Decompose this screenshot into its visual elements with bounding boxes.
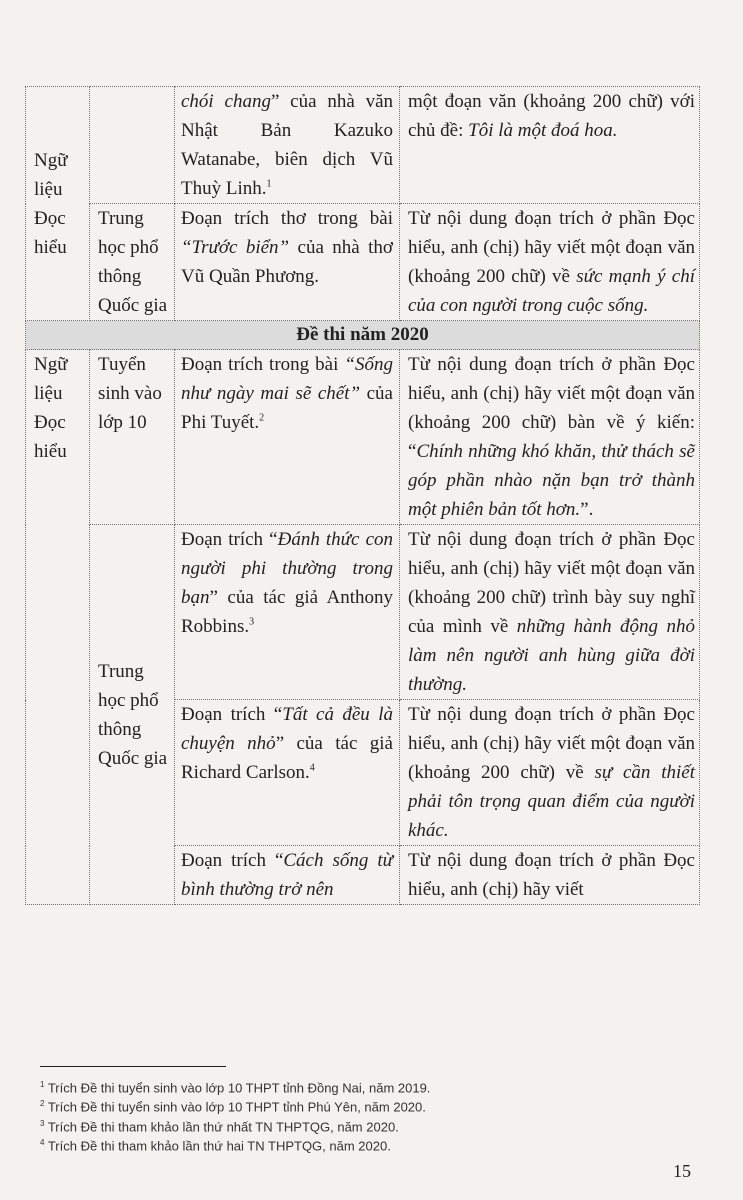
footnote bbox=[40, 1077, 680, 1096]
task-cell bbox=[400, 204, 700, 321]
footnote bbox=[40, 1116, 680, 1135]
category-cell bbox=[26, 87, 90, 321]
footnote-text: Trích Đề thi tuyển sinh vào lớp 10 THPT tỉnh Phú Yên, năm 2020. bbox=[44, 1099, 426, 1115]
material-title: Cách sống từ bình thường trở nên bbox=[181, 850, 393, 900]
material-text: của nhà thơ Vũ Quần Phương. bbox=[181, 237, 393, 287]
material-text: của Phi Tuyết. bbox=[181, 383, 393, 433]
material-cell bbox=[175, 350, 400, 525]
material-text: ” của tác giả Anthony Robbins. bbox=[181, 587, 393, 637]
task-topic: Tôi là một đoá hoa. bbox=[468, 120, 618, 141]
task-text: Từ nội dung đoạn trích ở phần Đọc hiểu, anh (chị) hãy viết một đoạn văn (khoảng 200 chữ) về bbox=[408, 704, 695, 783]
material-cell bbox=[175, 846, 400, 905]
task-topic: Chính những khó khăn, thử thách sẽ góp phần nhào nặn bạn trở thành một phiên bản tốt hơn. bbox=[408, 441, 695, 520]
footnote-number: 2 bbox=[40, 1099, 45, 1109]
material-title: Đánh thức con người phi thường trong bạn bbox=[181, 529, 394, 608]
task-text: ”. bbox=[580, 499, 594, 520]
table-row bbox=[26, 525, 700, 700]
table-row bbox=[26, 87, 700, 204]
task-cell bbox=[400, 525, 700, 700]
footnote-number: 1 bbox=[40, 1080, 45, 1089]
material-text: ” của tác giả Richard Carlson. bbox=[181, 733, 393, 783]
task-text: Từ nội dung đoạn trích ở phần Đọc hiểu, anh (chị) hãy viết bbox=[408, 850, 695, 900]
material-title: “Sống như ngày mai sẽ chết” bbox=[181, 354, 393, 404]
material-text: Đoạn trích “ bbox=[181, 850, 284, 871]
exam-type-cell bbox=[90, 525, 175, 905]
material-text: Đoạn trích thơ trong bài bbox=[181, 208, 393, 229]
material-title: “Trước biển” bbox=[181, 237, 290, 258]
exam-type-label: Trung học phổ thông Quốc gia bbox=[98, 660, 168, 769]
task-topic: những hành động nhỏ làm nên người anh hùng giữa đời thường. bbox=[408, 616, 695, 695]
footnote-ref: 3 bbox=[249, 616, 255, 628]
footnote-ref: 4 bbox=[309, 762, 315, 774]
task-cell bbox=[400, 846, 700, 905]
section-header-row bbox=[26, 321, 700, 350]
material-cell bbox=[175, 204, 400, 321]
task-text: Từ nội dung đoạn trích ở phần Đọc hiểu, anh (chị) hãy viết một đoạn văn (khoảng 200 chữ) trình bày suy nghĩ của mình về bbox=[408, 529, 695, 637]
footnote-text: Trích Đề thi tham khảo lần thứ hai TN THPTQG, năm 2020. bbox=[44, 1138, 391, 1154]
footnote-ref: 1 bbox=[266, 178, 272, 190]
material-text: ” của nhà văn Nhật Bản Kazuko Watanabe, biên dịch Vũ Thuỳ Linh. bbox=[181, 91, 393, 199]
material-text: Đoạn trích trong bài bbox=[181, 354, 345, 375]
category-cell bbox=[26, 350, 90, 905]
exam-table bbox=[25, 86, 700, 905]
material-title: Tất cả đều là chuyện nhỏ bbox=[181, 704, 393, 754]
footnote bbox=[40, 1096, 680, 1115]
footnote-number: 3 bbox=[40, 1118, 45, 1128]
task-topic: sức mạnh ý chí của con người trong cuộc sống. bbox=[408, 266, 695, 316]
exam-type-cell bbox=[90, 350, 175, 525]
footnote-number: 4 bbox=[40, 1137, 45, 1147]
material-text: Đoạn trích “ bbox=[181, 704, 283, 725]
material-title: chói chang bbox=[181, 91, 271, 112]
category-label: Ngữ liệu Đọc hiểu bbox=[34, 149, 68, 258]
exam-type-label: Tuyển sinh vào lớp 10 bbox=[98, 354, 162, 433]
task-cell bbox=[400, 350, 700, 525]
footnote-text: Trích Đề thi tham khảo lần thứ nhất TN THPTQG, năm 2020. bbox=[44, 1118, 399, 1134]
material-cell bbox=[175, 525, 400, 700]
task-text: Từ nội dung đoạn trích ở phần Đọc hiểu, anh (chị) hãy viết một đoạn văn (khoảng 200 chữ) về bbox=[408, 208, 695, 287]
footnote bbox=[40, 1135, 680, 1154]
footnote-divider bbox=[40, 1066, 226, 1067]
material-cell bbox=[175, 87, 400, 204]
section-title: Đề thi năm 2020 bbox=[26, 321, 700, 350]
exam-type-label: Trung học phổ thông Quốc gia bbox=[98, 208, 168, 316]
footnote-text: Trích Đề thi tuyển sinh vào lớp 10 THPT tỉnh Đồng Nai, năm 2019. bbox=[44, 1080, 431, 1096]
exam-type-cell bbox=[90, 204, 175, 321]
task-topic: sự cần thiết phải tôn trọng quan điểm của người khác. bbox=[408, 762, 695, 841]
category-label: Ngữ liệu Đọc hiểu bbox=[34, 354, 68, 462]
material-cell bbox=[175, 700, 400, 846]
table-row bbox=[26, 204, 700, 321]
task-text: một đoạn văn (khoảng 200 chữ) với chủ đề: bbox=[408, 91, 695, 141]
footnote-ref: 2 bbox=[259, 412, 265, 424]
task-text: Từ nội dung đoạn trích ở phần Đọc hiểu, anh (chị) hãy viết một đoạn văn (khoảng 200 chữ) bàn về ý kiến: “ bbox=[408, 354, 695, 462]
task-cell bbox=[400, 700, 700, 846]
exam-type-cell-empty bbox=[90, 87, 175, 204]
footnotes bbox=[40, 1077, 680, 1154]
table-row bbox=[26, 350, 700, 525]
task-cell bbox=[400, 87, 700, 204]
material-text: Đoạn trích “ bbox=[181, 529, 278, 550]
page-number: 15 bbox=[673, 1161, 691, 1181]
